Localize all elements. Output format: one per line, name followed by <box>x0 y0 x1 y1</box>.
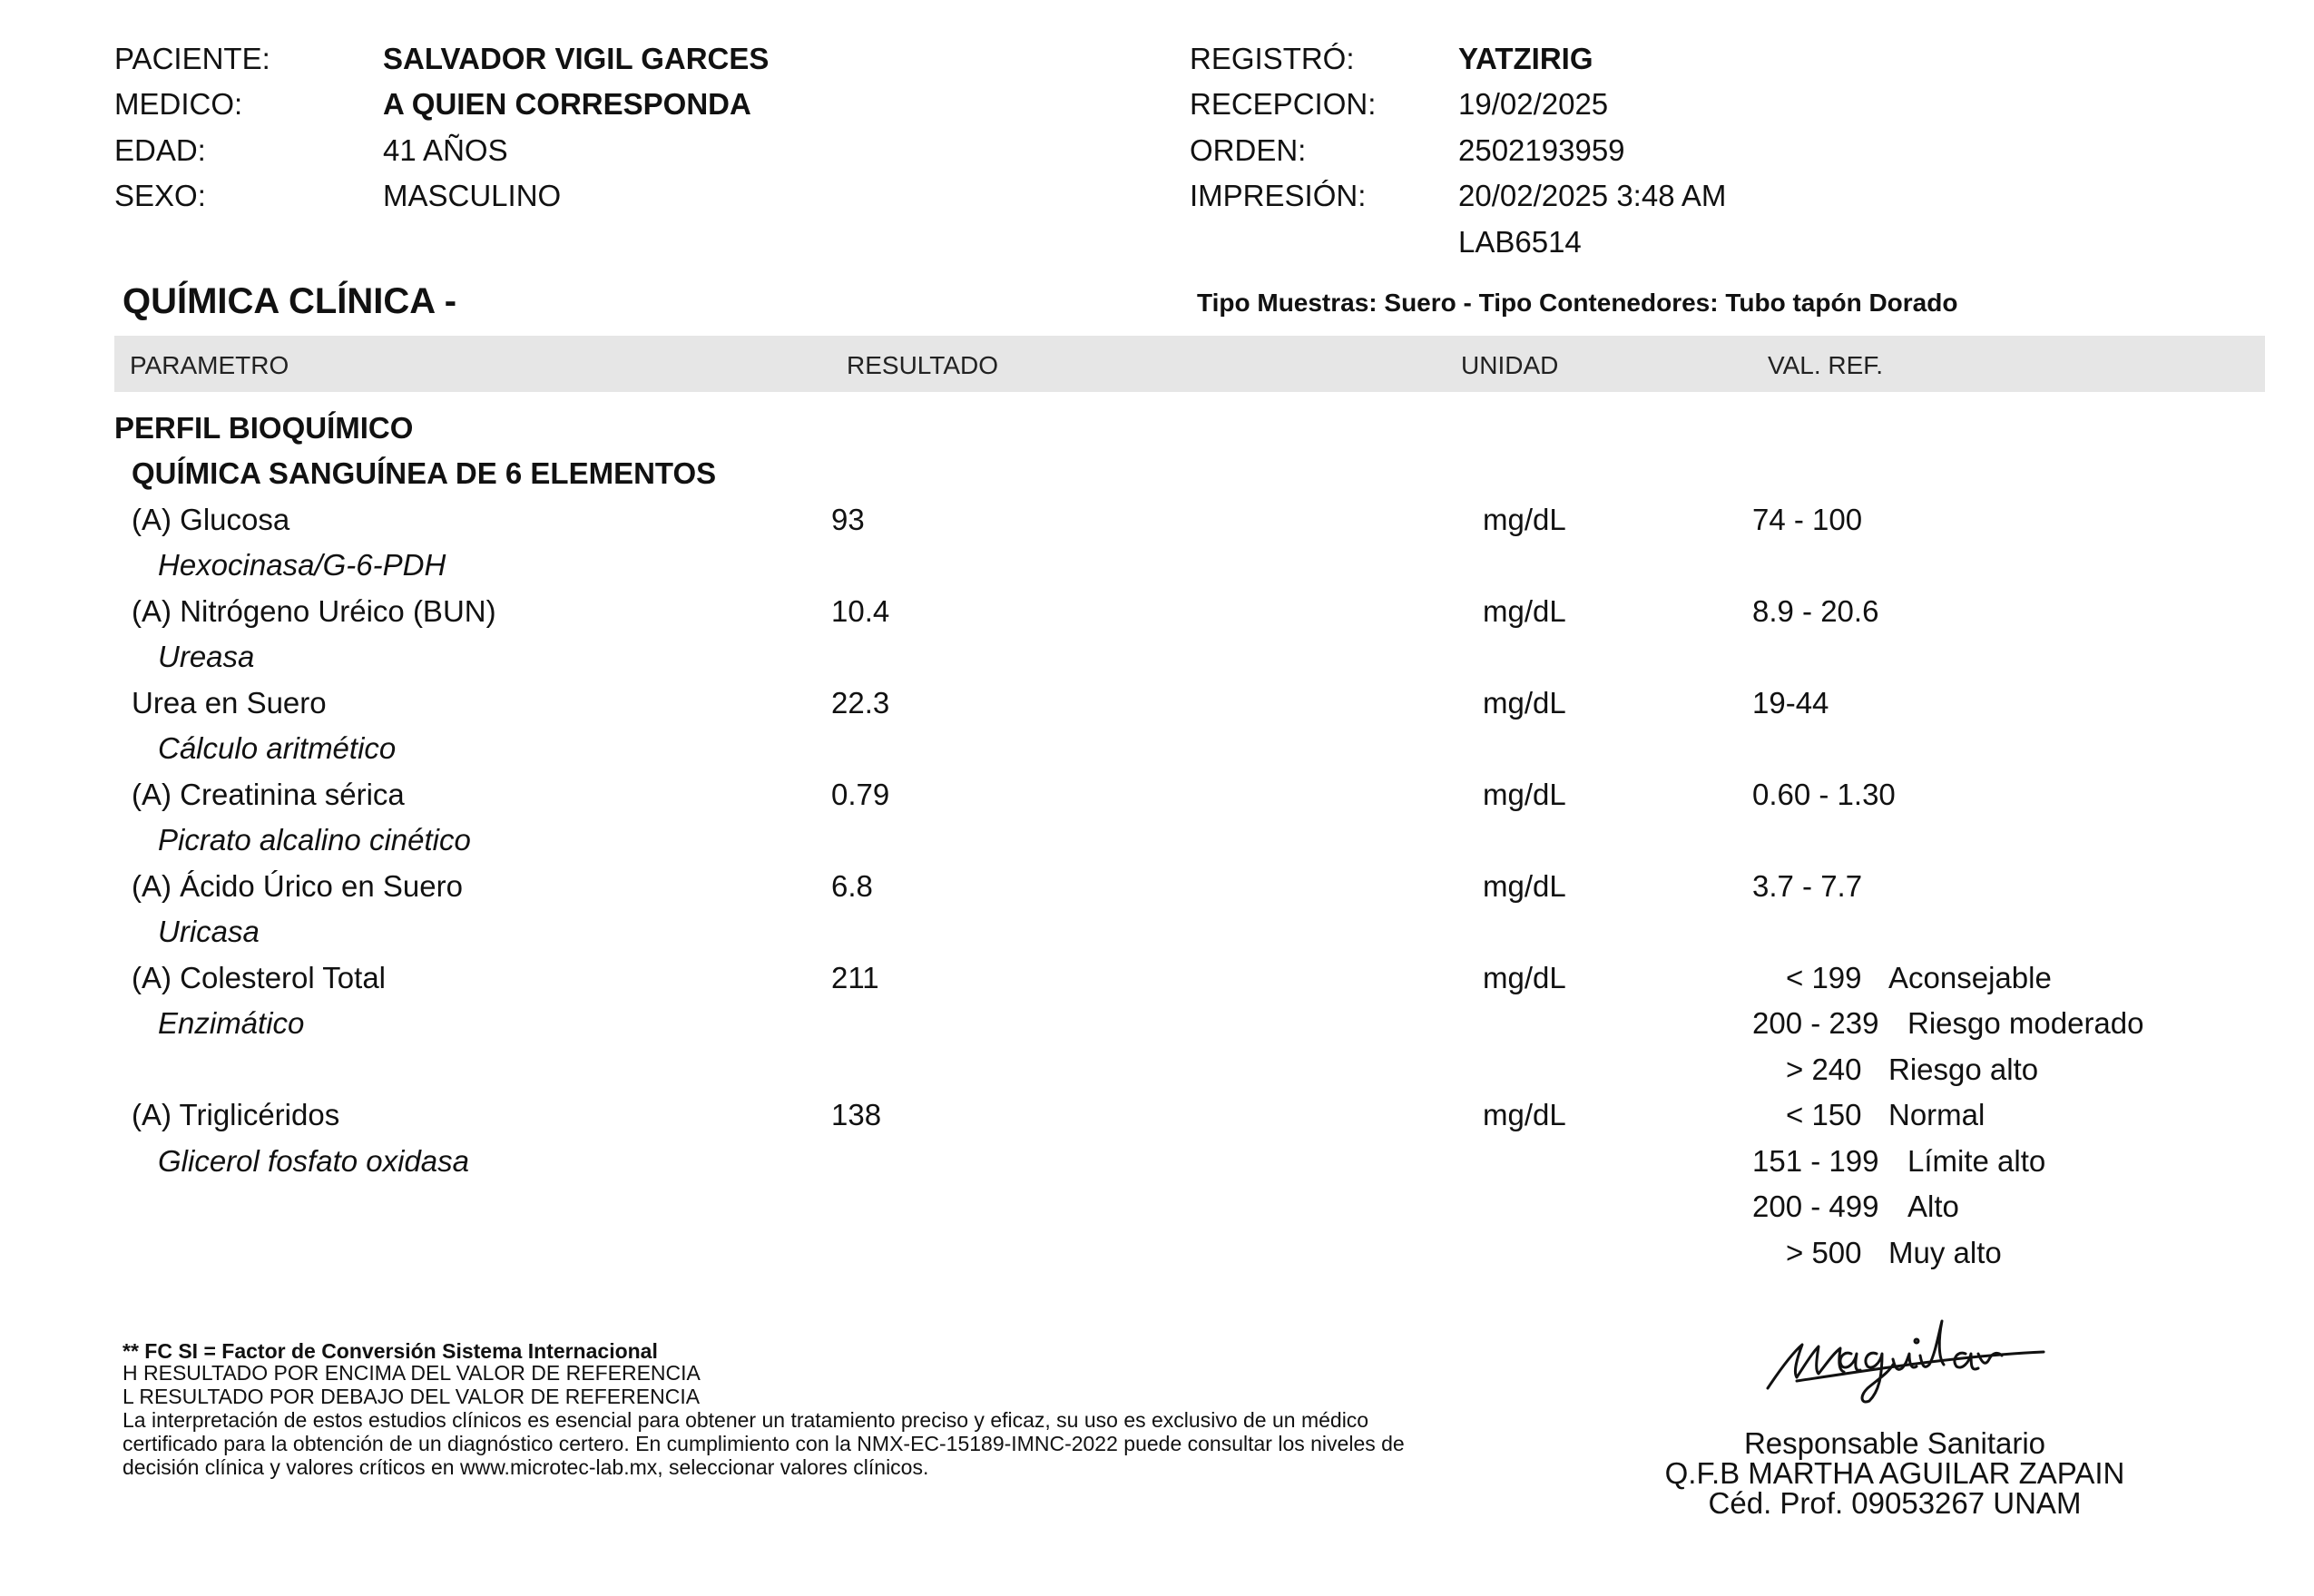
param-ref: 74 - 100 <box>1752 503 1863 536</box>
sample-type: Tipo Muestras: Suero - Tipo Contenedores: Tubo tapón Dorado <box>1197 289 1958 317</box>
signature-name: Q.F.B MARTHA AGUILAR ZAPAIN <box>1664 1456 2125 1490</box>
param-result: 0.79 <box>831 778 890 811</box>
ref-label: Aconsejable <box>1888 961 2052 994</box>
param-result: 22.3 <box>831 686 890 720</box>
param-unit: mg/dL <box>1483 869 1566 903</box>
param-name: (A) Creatinina sérica <box>132 778 405 811</box>
param-method: Picrato alcalino cinético <box>158 823 471 857</box>
paciente-value: SALVADOR VIGIL GARCES <box>383 42 770 75</box>
recepcion-value: 19/02/2025 <box>1458 87 1609 121</box>
param-name: (A) Colesterol Total <box>132 961 387 994</box>
medico-label: MEDICO: <box>114 87 243 121</box>
ref-range: 200 - 499 <box>1752 1190 1879 1223</box>
ref-label: Riesgo moderado <box>1907 1006 2144 1040</box>
ref-label: Límite alto <box>1907 1144 2046 1178</box>
param-unit: mg/dL <box>1483 594 1566 628</box>
col-parametro: PARAMETRO <box>130 351 289 379</box>
ref-range: < 199 <box>1786 961 1862 994</box>
param-result: 10.4 <box>831 594 890 628</box>
footer-h: H RESULTADO POR ENCIMA DEL VALOR DE REFERENCIA <box>123 1361 701 1385</box>
lab-code: LAB6514 <box>1458 225 1582 259</box>
ref-label: Muy alto <box>1888 1236 2002 1269</box>
orden-value: 2502193959 <box>1458 133 1625 167</box>
param-method: Glicerol fosfato oxidasa <box>158 1144 470 1178</box>
signature-role: Responsable Sanitario <box>1743 1426 2046 1460</box>
param-ref: 8.9 - 20.6 <box>1752 594 1879 628</box>
table-header <box>114 336 2265 392</box>
sexo-value: MASCULINO <box>383 179 562 212</box>
param-method: Ureasa <box>158 640 255 673</box>
param-unit: mg/dL <box>1483 961 1566 994</box>
param-ref: 3.7 - 7.7 <box>1752 869 1863 903</box>
ref-range: 151 - 199 <box>1752 1144 1879 1178</box>
paciente-label: PACIENTE: <box>114 42 270 75</box>
param-method: Hexocinasa/G-6-PDH <box>158 548 446 582</box>
footer-l: L RESULTADO POR DEBAJO DEL VALOR DE REFERENCIA <box>123 1385 701 1408</box>
param-result: 138 <box>831 1098 882 1131</box>
recepcion-label: RECEPCION: <box>1190 87 1377 121</box>
param-name: (A) Nitrógeno Uréico (BUN) <box>132 594 496 628</box>
param-ref: 19-44 <box>1752 686 1829 720</box>
param-name: Urea en Suero <box>132 686 327 720</box>
ref-label: Riesgo alto <box>1888 1053 2039 1086</box>
orden-label: ORDEN: <box>1190 133 1307 167</box>
param-method: Cálculo aritmético <box>158 731 397 765</box>
edad-value: 41 AÑOS <box>383 133 508 167</box>
param-name: (A) Glucosa <box>132 503 290 536</box>
medico-value: A QUIEN CORRESPONDA <box>383 87 751 121</box>
ref-label: Alto <box>1907 1190 1959 1223</box>
col-valref: VAL. REF. <box>1768 351 1884 379</box>
footer-note-3: decisión clínica y valores críticos en www.microtec-lab.mx, seleccionar valores clínicos. <box>123 1455 929 1479</box>
param-result: 211 <box>831 961 879 994</box>
signature-cedula: Céd. Prof. 09053267 UNAM <box>1708 1486 2082 1520</box>
param-unit: mg/dL <box>1483 1098 1566 1131</box>
ref-range: 200 - 239 <box>1752 1006 1879 1040</box>
ref-range: < 150 <box>1786 1098 1862 1131</box>
param-result: 93 <box>831 503 865 536</box>
ref-range: > 240 <box>1786 1053 1862 1086</box>
param-method: Enzimático <box>158 1006 305 1040</box>
registro-value: YATZIRIG <box>1458 42 1593 75</box>
param-method: Uricasa <box>158 915 260 948</box>
group-title: PERFIL BIOQUÍMICO <box>114 411 414 445</box>
col-resultado: RESULTADO <box>847 351 998 379</box>
param-unit: mg/dL <box>1483 778 1566 811</box>
param-unit: mg/dL <box>1483 686 1566 720</box>
footer-note-2: certificado para la obtención de un diagnóstico certero. En cumplimiento con la NMX-EC-15189-IMNC-2022 puede consultar los niveles de <box>123 1432 1405 1455</box>
ref-label: Normal <box>1888 1098 1986 1131</box>
param-name: (A) Ácido Úrico en Suero <box>132 869 463 903</box>
param-ref: 0.60 - 1.30 <box>1752 778 1896 811</box>
section-title: QUÍMICA CLÍNICA - <box>123 281 457 321</box>
sexo-label: SEXO: <box>114 179 206 212</box>
footer-fc: ** FC SI = Factor de Conversión Sistema Internacional <box>123 1339 658 1363</box>
registro-label: REGISTRÓ: <box>1190 42 1355 75</box>
impresion-value: 20/02/2025 3:48 AM <box>1458 179 1727 212</box>
param-name: (A) Triglicéridos <box>132 1098 340 1131</box>
col-unidad: UNIDAD <box>1461 351 1559 379</box>
footer-note-1: La interpretación de estos estudios clínicos es esencial para obtener un tratamiento preciso y eficaz, su uso es exclusivo de un médico <box>123 1408 1369 1432</box>
param-unit: mg/dL <box>1483 503 1566 536</box>
param-result: 6.8 <box>831 869 873 903</box>
edad-label: EDAD: <box>114 133 206 167</box>
handwritten-signature <box>1760 1299 2051 1404</box>
ref-range: > 500 <box>1786 1236 1862 1269</box>
subgroup-title: QUÍMICA SANGUÍNEA DE 6 ELEMENTOS <box>132 456 717 490</box>
impresion-label: IMPRESIÓN: <box>1190 179 1367 212</box>
